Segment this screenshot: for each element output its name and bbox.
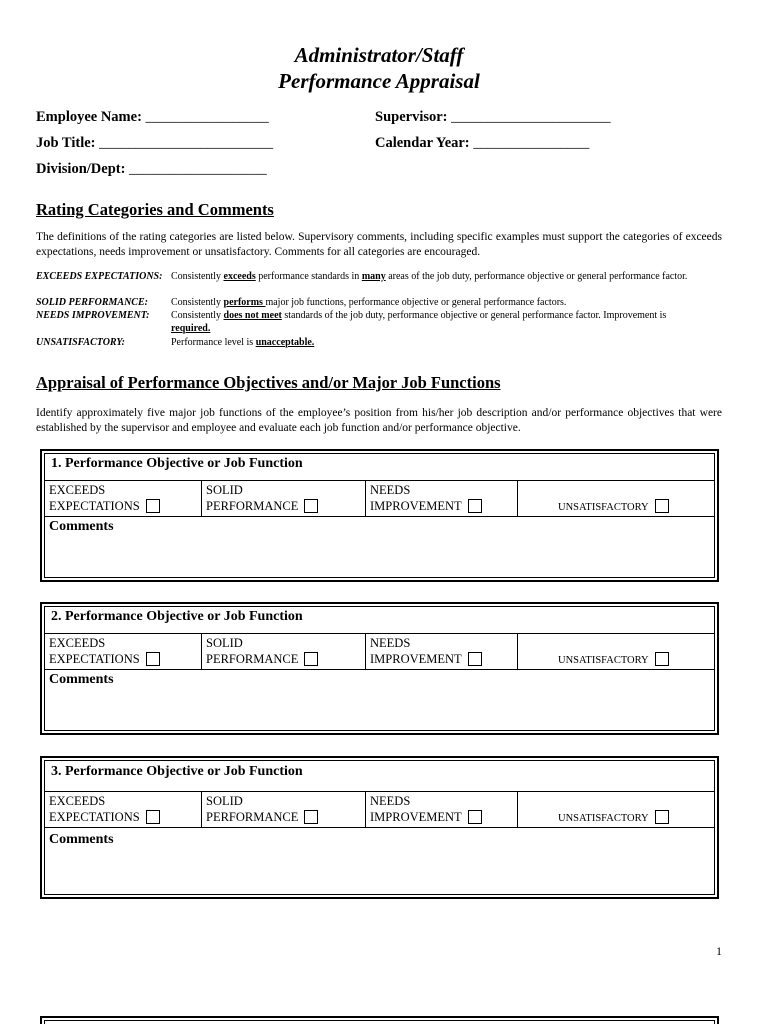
objective-title-3: 3. Performance Objective or Job Function [45, 761, 714, 792]
division-field [36, 161, 267, 178]
needs-checkbox-3[interactable] [468, 810, 482, 824]
rating-categories-heading: Rating Categories and Comments [36, 200, 274, 219]
job-title-field [36, 135, 273, 152]
supervisor-input[interactable]: ______________________ [451, 109, 611, 125]
calendar-year-field [375, 135, 589, 152]
solid-checkbox-3[interactable] [304, 810, 318, 824]
rating-intro: The definitions of the rating categories are listed below. Supervisory comments, including specific examples must support the categories of exceeds expectations, needs improvement or unsatisfactory. Comments for all categories are encouraged. [36, 231, 722, 258]
appraisal-intro: Identify approximately five major job functions of the employee’s position from his/her job description and/or performance objectives that were established by the supervisor and employee and evaluate each job function and/or performance objective. [36, 407, 722, 434]
exceeds-checkbox-2[interactable] [146, 652, 160, 666]
objective-title-1: 1. Performance Objective or Job Function [45, 454, 714, 481]
employee-name-field [36, 109, 269, 126]
rating-needs-2: NEEDS IMPROVEMENT [366, 634, 518, 669]
def-term-exceeds: EXCEEDS EXPECTATIONS: [36, 271, 163, 282]
unsat-checkbox-1[interactable] [655, 499, 669, 513]
rating-definitions [0, 270, 768, 350]
rating-solid-3: SOLID PERFORMANCE [202, 792, 366, 827]
job-title-label: Job Title: [36, 135, 96, 151]
objective-title-2: 2. Performance Objective or Job Function [45, 607, 714, 634]
employee-name-label: Employee Name: [36, 109, 142, 125]
employee-name-input[interactable]: _________________ [145, 109, 269, 125]
rating-unsat-3: UNSATISFACTORY [518, 792, 714, 827]
rating-needs-3: NEEDS IMPROVEMENT [366, 792, 518, 827]
job-title-input[interactable]: ________________________ [99, 135, 274, 151]
supervisor-label: Supervisor: [375, 109, 448, 125]
exceeds-checkbox-1[interactable] [146, 499, 160, 513]
rating-row-1 [45, 481, 714, 517]
rating-solid-2: SOLID PERFORMANCE [202, 634, 366, 669]
title-line-2: Performance Appraisal [278, 69, 480, 93]
rating-needs-1: NEEDS IMPROVEMENT [366, 481, 518, 516]
rating-exceeds-3: EXCEEDS EXPECTATIONS [45, 792, 202, 827]
def-desc-unsat: Performance level is unacceptable. [171, 337, 315, 348]
exceeds-checkbox-3[interactable] [146, 810, 160, 824]
rating-row-3 [45, 792, 714, 828]
needs-checkbox-2[interactable] [468, 652, 482, 666]
objective-box-2 [40, 602, 719, 735]
form-title [0, 42, 758, 94]
calendar-year-label: Calendar Year: [375, 135, 470, 151]
unsat-checkbox-3[interactable] [655, 810, 669, 824]
def-desc-needs: Consistently does not meet standards of the job duty, performance objective or general performance factor. Improvement is required. [171, 310, 667, 334]
rating-unsat-2: UNSATISFACTORY [518, 634, 714, 669]
objective-box-3 [40, 756, 719, 899]
calendar-year-input[interactable]: ________________ [473, 135, 590, 151]
next-page-box-edge [40, 1016, 719, 1024]
page-number: 1 [716, 944, 722, 958]
title-line-1: Administrator/Staff [294, 43, 464, 67]
rating-solid-1: SOLID PERFORMANCE [202, 481, 366, 516]
rating-exceeds-2: EXCEEDS EXPECTATIONS [45, 634, 202, 669]
division-input[interactable]: ___________________ [129, 161, 267, 177]
def-term-needs: NEEDS IMPROVEMENT: [36, 310, 150, 321]
comments-label-2: Comments [49, 672, 114, 687]
comments-label-1: Comments [49, 519, 114, 534]
rating-row-2 [45, 634, 714, 670]
def-desc-exceeds: Consistently exceeds performance standards in many areas of the job duty, performance objective or general performance factor. [171, 271, 688, 282]
division-label: Division/Dept: [36, 161, 126, 177]
def-term-unsat: UNSATISFACTORY: [36, 337, 125, 348]
appraisal-heading: Appraisal of Performance Objectives and/or Major Job Functions [36, 373, 501, 392]
objective-box-1 [40, 449, 719, 582]
rating-unsat-1: UNSATISFACTORY [518, 481, 714, 516]
rating-exceeds-1: EXCEEDS EXPECTATIONS [45, 481, 202, 516]
supervisor-field [375, 109, 611, 126]
comments-label-3: Comments [49, 832, 114, 847]
needs-checkbox-1[interactable] [468, 499, 482, 513]
def-term-solid: SOLID PERFORMANCE: [36, 297, 148, 308]
solid-checkbox-2[interactable] [304, 652, 318, 666]
def-desc-solid: Consistently performs major job functions, performance objective or general performance factors. [171, 297, 567, 308]
solid-checkbox-1[interactable] [304, 499, 318, 513]
unsat-checkbox-2[interactable] [655, 652, 669, 666]
